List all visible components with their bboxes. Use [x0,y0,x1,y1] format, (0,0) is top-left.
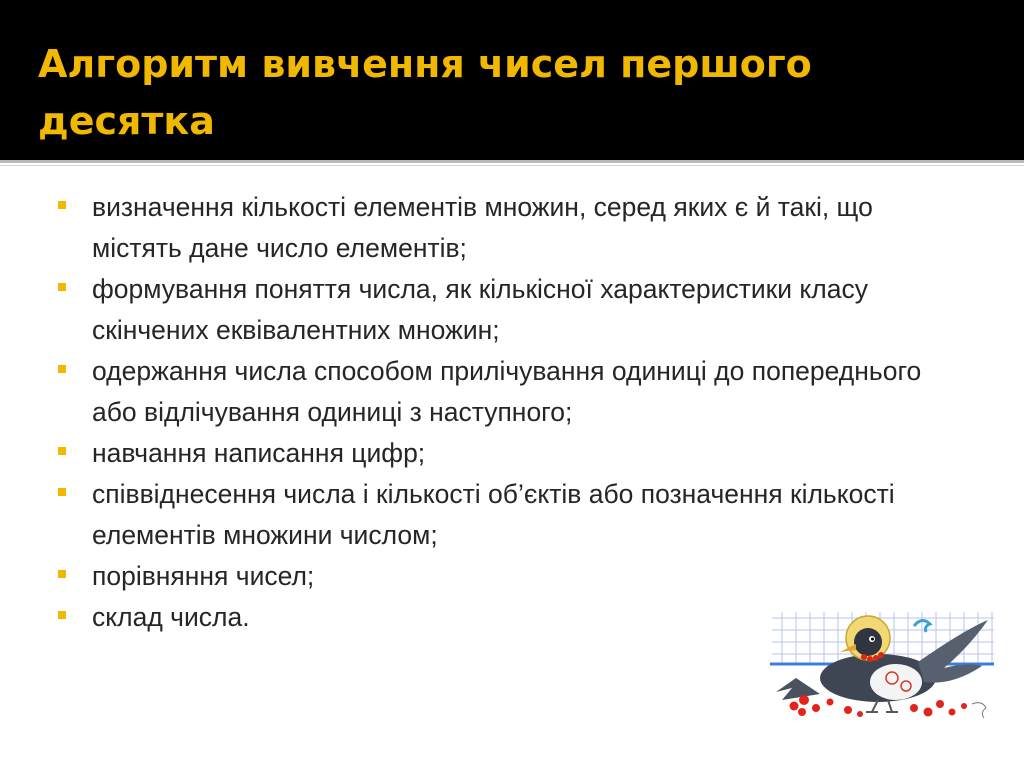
title-divider-thin [0,165,1024,166]
list-item-text: одержання числа способом прилічування одиниці до попереднього або відлічування одиниці з наступного; [92,356,922,427]
list-item-text: формування поняття числа, як кількісної характеристики класу скінчених еквівалентних множин; [92,274,868,345]
square-bullet-icon [58,283,66,291]
bird-head [854,628,882,656]
list-item-text: співвіднесення числа і кількості об’єктів або позначення кількості елементів множини числом; [92,479,895,550]
square-bullet-icon [58,570,66,578]
list-item-text: порівняння чисел; [92,561,315,591]
list-item [56,474,956,556]
square-bullet-icon [58,611,66,619]
title-bar [0,0,1024,160]
square-bullet-icon [58,488,66,496]
square-bullet-icon [58,201,66,209]
list-item-text: склад числа. [92,602,250,632]
square-bullet-icon [58,365,66,373]
title-divider [0,160,1024,163]
list-item [56,187,956,269]
list-item-text: навчання написання цифр; [92,438,426,468]
bullet-list [56,187,956,638]
list-item [56,351,956,433]
list-item [56,433,956,474]
slide-title: Алгоритм вивчення чисел першого десятка [38,42,812,143]
list-item [56,269,956,351]
list-item [56,556,956,597]
list-item-text: визначення кількості елементів множин, серед яких є й такі, що містять дане число елементів; [92,192,873,263]
bird-tail [776,678,820,700]
magpie-bird-illustration [768,612,998,722]
square-bullet-icon [58,447,66,455]
